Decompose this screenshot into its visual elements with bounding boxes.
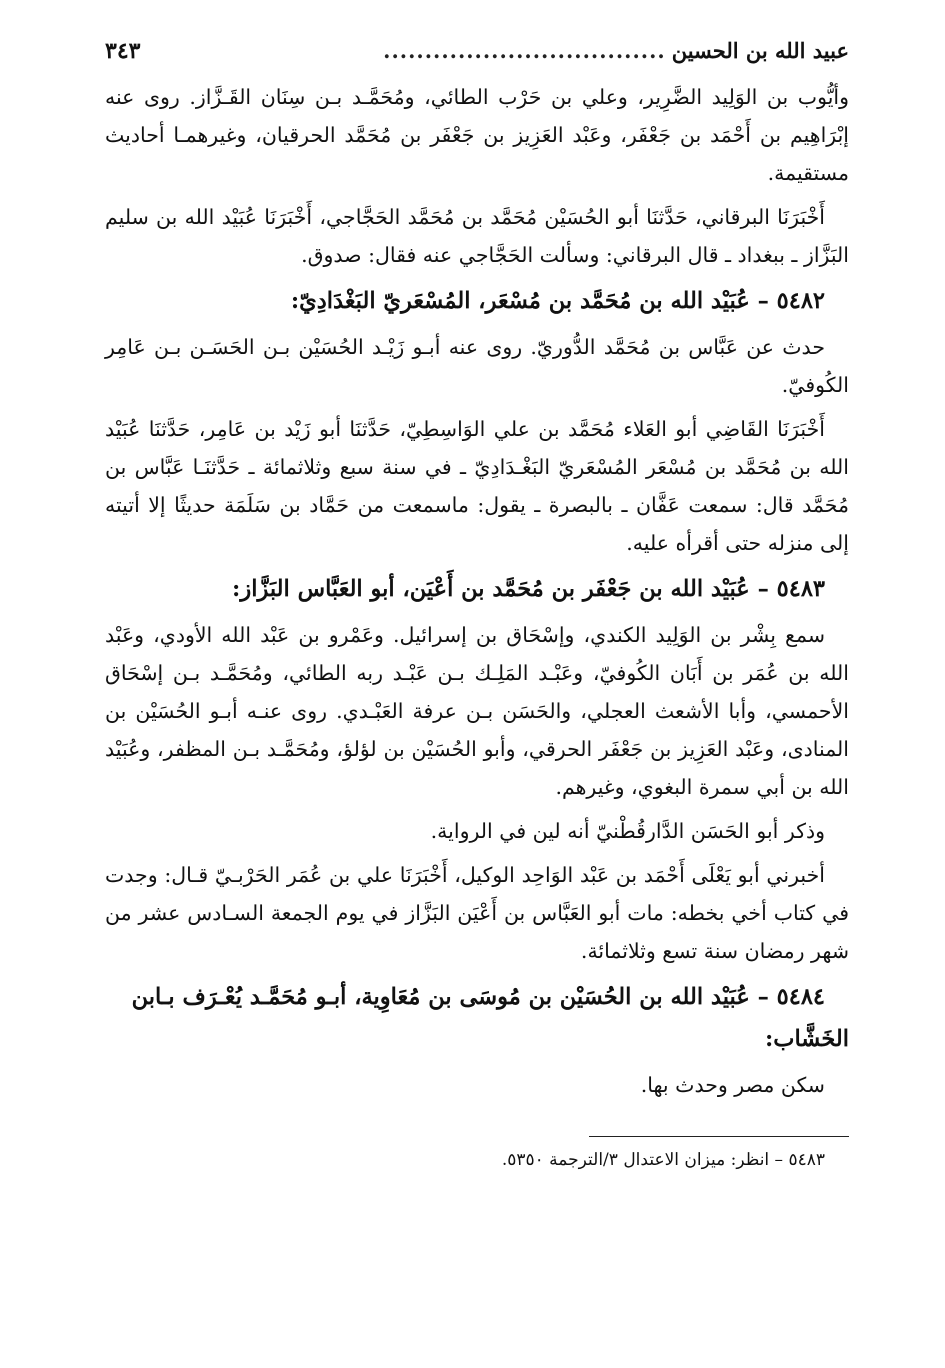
footnote: ٥٤٨٣ – انظر: ميزان الاعتدال ٣/الترجمة ٥٣٥٠. [501, 1150, 825, 1170]
paragraph: سكن مصر وحدث بها. [640, 1073, 825, 1097]
page-header [105, 38, 849, 78]
entry-heading: ٥٤٨٢ – عُبَيْد الله بن مُحَمَّد بن مُسْعَر، المُسْعَريّ البَغْدَادِيّ: [290, 288, 825, 314]
paragraph: أَخْبَرَنَا البرقاني، حَدَّثنَا أبو الحُسَيْن مُحَمَّد بن مُحَمَّد الحَجَّاجي، أَخْبَرَنَا عُبَيْد الله بن سليم البَزَّاز ـ ببغداد ـ قال البرقاني: وسألت الحَجَّاجي عنه فقال: صدوق. [105, 205, 849, 267]
paragraph: حدث عن عَبَّاس بن مُحَمَّد الدُّوريّ. روى عنه أبـو زَيْـد الحُسَيْن بـن الحَسَـن بـن عَامِر الكُوفيّ. [105, 335, 849, 397]
paragraph: أَخْبَرَنَا القَاضِي أبو العَلاء مُحَمَّد بن علي الوَاسِطِيّ، حَدَّثنَا أبو زَيْد بن عَامِر، حَدَّثنَا عُبَيْد الله بن مُحَمَّد بن مُسْعَر المُسْعَريّ البَغْـدَادِيّ ـ في سنة سبع وثلاثمائة ـ حَدَّثنَـا عَبَّاس بن مُحَمَّد قال: سمعت عَفَّان ـ بالبصرة ـ يقول: ماسمعت من حَمَّاد بن سَلَمَة حديثًا إلا أتيته إلى منزله حتى أقرأه عليه. [105, 417, 849, 555]
paragraph: أخبرني أبو يَعْلَى أَحْمَد بن عَبْد الوَاحِد الوكيل، أَخْبَرَنَا علي بن عُمَر الحَرْبـيّ قـال: وجدت في كتاب أخي بخطه: مات أبو العَبَّاس بن أَعْيَن البَزَّاز في يوم الجمعة السـادس عشر من شهر رمضان سنة تسع وثلاثمائة. [105, 863, 849, 963]
document-page [105, 38, 849, 1175]
entry-heading: ٥٤٨٣ – عُبَيْد الله بن جَعْفَر بن مُحَمَّد بن أَعْيَن، أبو العَبَّاس البَزَّاز: [232, 576, 825, 602]
running-title: عبيد الله بن الحسين [671, 38, 849, 63]
paragraph: وذكر أبو الحَسَن الدَّارقُطْنيّ أنه لين في الرواية. [430, 819, 825, 843]
paragraph: وأيُّوب بن الوَلِيد الضَّرِير، وعلي بن حَرْب الطائي، ومُحَمَّـد بـن سِنَان القَـزَّاز. روى عنه إبْرَاهِيم بن أَحْمَد بن جَعْفَر، وعَبْد العَزِيز بن جَعْفَر بن مُحَمَّد الحرقيان، وغيرهمـا أحاديث مستقيمة. [105, 85, 849, 185]
footnote-separator [589, 1136, 849, 1137]
entry-heading: ٥٤٨٤ – عُبَيْد الله بن الحُسَيْن بن مُوسَى بن مُعَاوِية، أبـو مُحَمَّـد يُعْـرَف بـابن الخَشَّاب: [131, 984, 849, 1052]
body-text [105, 78, 849, 1104]
footnote-separator-wrap [105, 1110, 849, 1145]
paragraph: سمع بِشْر بن الوَلِيد الكندي، وإسْحَاق بن إسرائيل. وعَمْرو بن عَبْد الله الأودي، وعَبْد الله بن عُمَر بن أَبَان الكُوفيّ، وعَبْـد المَلِـك بـن عَبْـد ربه الطائي، ومُحَمَّـد بـن إسْحَاق الأحمسي، وأبا الأشعث العجلي، والحَسَن بـن عرفة العَبْـدي. روى عنـه أبـو الحُسَيْن بن المنادى، وعَبْد العَزِيز بن جَعْفَر الحرقي، وأبو الحُسَيْن بن لؤلؤ، ومُحَمَّـد بـن المظفر، وعُبَيْد الله بن أبي سمرة البغوي، وغيرهم. [105, 623, 849, 799]
leader-dots: .................................. [383, 38, 666, 63]
page-number: ٣٤٣ [105, 38, 141, 64]
